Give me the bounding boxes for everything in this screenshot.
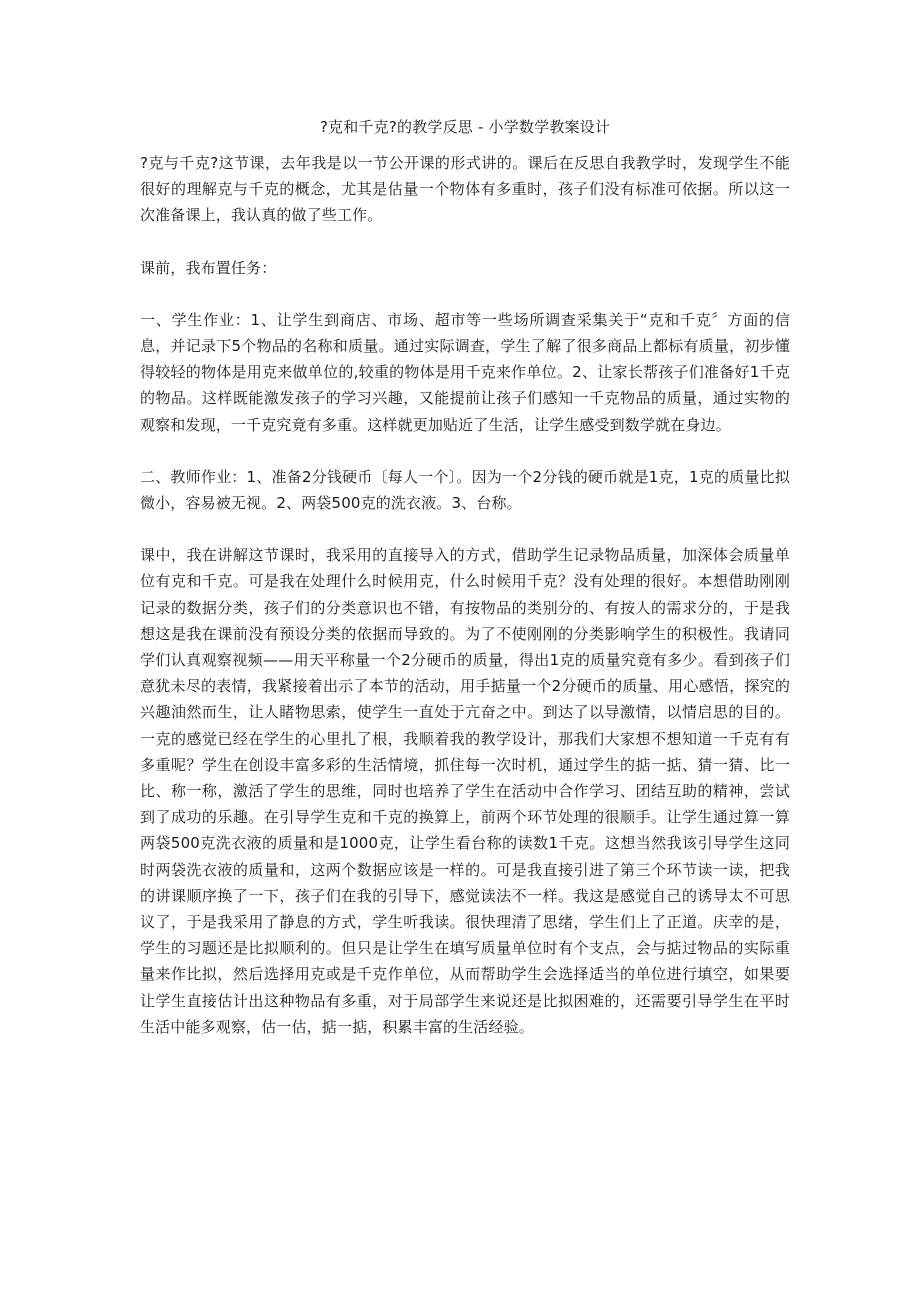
paragraph-spacer	[140, 281, 790, 307]
paragraph-teacher-homework: 二、教师作业：1、准备2分钱硬币〔每人一个〕。因为一个2分钱的硬币就是1克，1克的质量比拟微小，容易被无视。2、两袋500克的洗衣液。3、台称。	[140, 467, 790, 513]
paragraph-spacer	[140, 229, 790, 255]
paragraph-intro: ?克与千克?这节课，去年我是以一节公开课的形式讲的。课后在反思自我教学时，发现学生不能很好的理解克与千克的概念，尤其是估量一个物体有多重时，孩子们没有标准可依据。所以这一次准备课上，我认真的做了些工作。	[140, 154, 790, 225]
document-title: ?克和千克?的教学反思 - 小学数学教案设计	[319, 118, 611, 136]
paragraph-in-class: 课中，我在讲解这节课时，我采用的直接导入的方式，借助学生记录物品质量，加深体会质量单位有克和千克。可是我在处理什么时候用克，什么时候用千克？没有处理的很好。本想借助刚刚记录的数据分类，孩子们的分类意识也不错，有按物品的类别分的、有按人的需求分的，于是我想这是我在课前没有预设分类的依据而导致的。为了不使刚刚的分类影响学生的积极性。我请同学们认真观察视频——用天平称量一个2分硬币的质量，得出1克的质量究竟有多少。看到孩子们意犹未尽的表情，我紧接着出示了本节的活动，用手掂量一个2分硬币的质量、用心感悟，探究的兴趣油然而生，让人睹物思索，使学生一直处于亢奋之中。到达了以导激情，以情启思的目的。一克的感觉已经在学生的心里扎了根，我顺着我的教学设计，那我们大家想不想知道一千克有有多重呢？学生在创设丰富多彩的生活情境，抓住每一次时机，通过学生的掂一掂、猜一猜、比一比、称一称，激活了学生的思维，同时也培养了学生在活动中合作学习、团结互助的精神，尝试到了成功的乐趣。在引导学生克和千克的换算上，前两个环节处理的很顺手。让学生通过算一算两袋500克洗衣液的质量和是1000克，让学生看台称的读数1千克。这想当然我该引导学生这同时两袋洗衣液的质量和，这两个数据应该是一样的。可是我直接引进了第三个环节读一读，把我的讲课顺序换了一下，孩子们在我的引导下，感觉读法不一样。我这是感觉自己的诱导太不可思议了，于是我采用了静息的方式，学生听我读。很快理清了思绪，学生们上了正道。庆幸的是，学生的习题还是比拟顺利的。但只是让学生在填写质量单位时有个支点，会与掂过物品的实际重量来作比拟，然后选择用克或是千克作单位，从而帮助学生会选择适当的单位进行填空，如果要让学生直接估计出这种物品有多重，对于局部学生来说还是比拟困难的，还需要引导学生在平时生活中能多观察，估一估，掂一掂，积累丰富的生活经验。	[140, 546, 790, 1036]
paragraph-student-homework: 一、学生作业：1、让学生到商店、市场、超市等一些场所调查采集关于“克和千克〞方面的信息，并记录下5个物品的名称和质量。通过实际调查，学生了解了很多商品上都标有质量，初步懂得较轻的物体是用克来做单位的,较重的物体是用千克来作单位。2、让家长帮孩子们准备好1千克的物品。这样既能激发孩子的学习兴趣，又能提前让孩子们感知一千克物品的质量，通过实物的观察和发现，一千克究竟有多重。这样就更加贴近了生活，让学生感受到数学就在身边。	[140, 310, 790, 434]
paragraph-spacer	[140, 438, 790, 464]
paragraph-pre-class: 课前，我布置任务：	[140, 258, 277, 277]
paragraph-spacer	[140, 516, 790, 542]
